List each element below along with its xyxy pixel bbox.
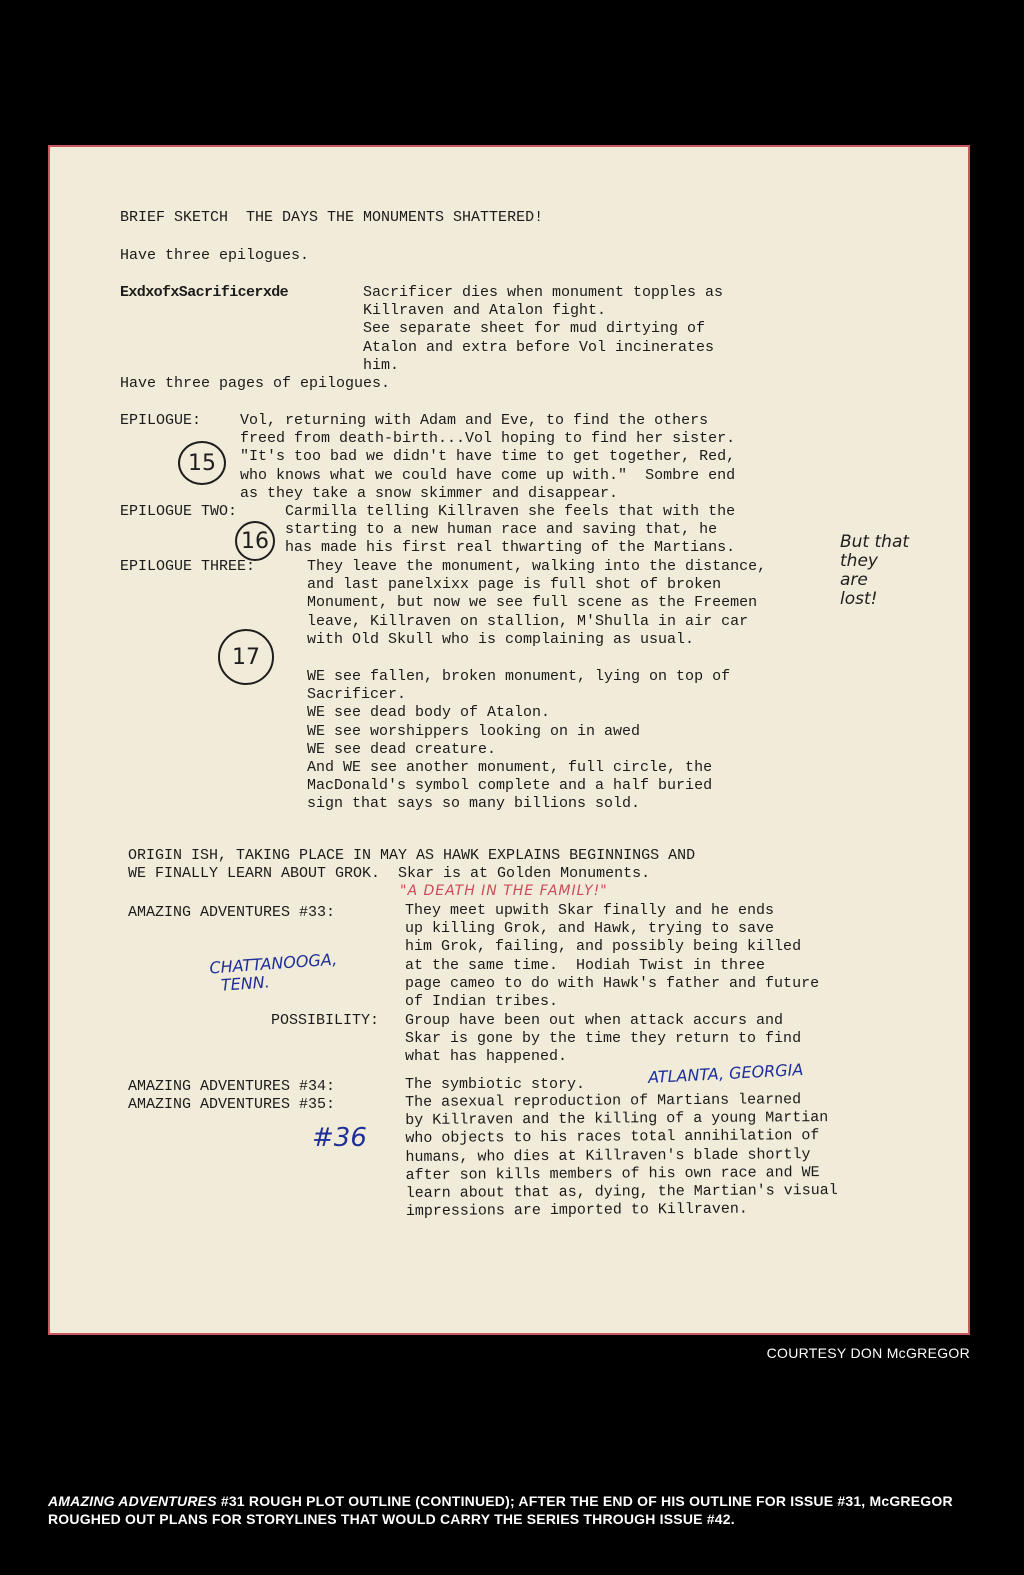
figure-caption bbox=[48, 1492, 978, 1528]
epilogue-one-label: EPILOGUE: bbox=[120, 412, 202, 429]
page-number-circle-17: 17 bbox=[218, 629, 274, 685]
possibility-label: POSSIBILITY: bbox=[271, 1012, 380, 1029]
sacrificer-paragraph: Sacrificer dies when monument topples as Killraven and Atalon fight. See separate sheet for mud dirtying of Atalon and extra before Vol incinerates him. bbox=[363, 284, 724, 374]
issue-33-label: AMAZING ADVENTURES #33: bbox=[128, 904, 336, 921]
line-three-pages: Have three pages of epilogues. bbox=[120, 375, 391, 392]
handwritten-red-title: "A DEATH IN THE FAMILY!" bbox=[400, 883, 608, 899]
handwritten-issue-36: #36 bbox=[312, 1123, 367, 1153]
page-number-circle-16: 16 bbox=[235, 521, 275, 561]
line-three-epilogues: Have three epilogues. bbox=[120, 247, 310, 264]
struck-out-text: ExdxofxSacrificerxde bbox=[120, 284, 289, 301]
handwritten-atlanta: ATLANTA, GEORGIA bbox=[647, 1059, 804, 1088]
handwritten-chattanooga: CHATTANOOGA, TENN. bbox=[208, 949, 338, 996]
caption-italic-title: AMAZING ADVENTURES bbox=[48, 1493, 217, 1509]
issue-33-text: They meet upwith Skar finally and he ends up killing Grok, and Hawk, trying to save him Grok, failing, and possibly being killed at the same time. Hodiah Twist in three page cameo to do with Hawk's father and future of Indian tribes. bbox=[405, 902, 820, 1011]
epilogue-three-label: EPILOGUE THREE: bbox=[120, 558, 256, 575]
caption-text: #31 ROUGH PLOT OUTLINE (CONTINUED); AFTER THE END OF HIS OUTLINE FOR ISSUE #31, McGREGOR ROUGHED OUT PLANS FOR STORYLINES THAT WOULD CARRY THE SERIES THROUGH ISSUE #42. bbox=[48, 1493, 953, 1527]
handwritten-margin-note: But that they are lost! bbox=[840, 532, 910, 609]
possibility-text: Group have been out when attack accurs and Skar is gone by the time they return to find what has happened. bbox=[405, 1012, 802, 1066]
page-number-circle-15: 15 bbox=[178, 441, 226, 485]
epilogue-one-text: Vol, returning with Adam and Eve, to find the others freed from death-birth...Vol hoping to find her sister. "It's too bad we didn't have time to get together, Red, who knows what we could have come up with." Sombre end as they take a snow skimmer and disappear. bbox=[240, 412, 736, 502]
epilogue-three-scenes: WE see fallen, broken monument, lying on top of Sacrificer. WE see dead body of Atalon. WE see worshippers looking on in awed WE see dead creature. And WE see another monument, full circle, the MacDonald's symbol complete and a half buried sign that says so many billions sold. bbox=[307, 668, 731, 813]
issue-34-text: The symbiotic story. bbox=[405, 1076, 586, 1093]
issue-35-label: AMAZING ADVENTURES #35: bbox=[128, 1096, 336, 1113]
issue-35-text: The asexual reproduction of Martians learned by Killraven and the killing of a young Martian who objects to his races total annihilation of humans, who dies at Killraven's blade shortly after son kills members of his own race and WE learn about that as, dying, the Martian's visual impressions are imported to Killraven. bbox=[405, 1091, 838, 1221]
courtesy-credit: COURTESY DON McGREGOR bbox=[766, 1345, 970, 1361]
epilogue-two-text: Carmilla telling Killraven she feels that with the starting to a new human race and saving that, he has made his first real thwarting of the Martians. bbox=[285, 503, 736, 557]
document-heading: BRIEF SKETCH THE DAYS THE MONUMENTS SHATTERED! bbox=[120, 209, 544, 226]
typed-document-page bbox=[48, 145, 970, 1335]
origin-paragraph: ORIGIN ISH, TAKING PLACE IN MAY AS HAWK EXPLAINS BEGINNINGS AND WE FINALLY LEARN ABOUT GROK. Skar is at Golden Monuments. bbox=[128, 847, 696, 883]
epilogue-three-text: They leave the monument, walking into the distance, and last panelxixx page is full shot of broken Monument, but now we see full scene as the Freemen leave, Killraven on stallion, M'Shulla in air car with Old Skull who is complaining as usual. bbox=[307, 558, 767, 648]
issue-34-label: AMAZING ADVENTURES #34: bbox=[128, 1078, 336, 1095]
epilogue-two-label: EPILOGUE TWO: bbox=[120, 503, 238, 520]
